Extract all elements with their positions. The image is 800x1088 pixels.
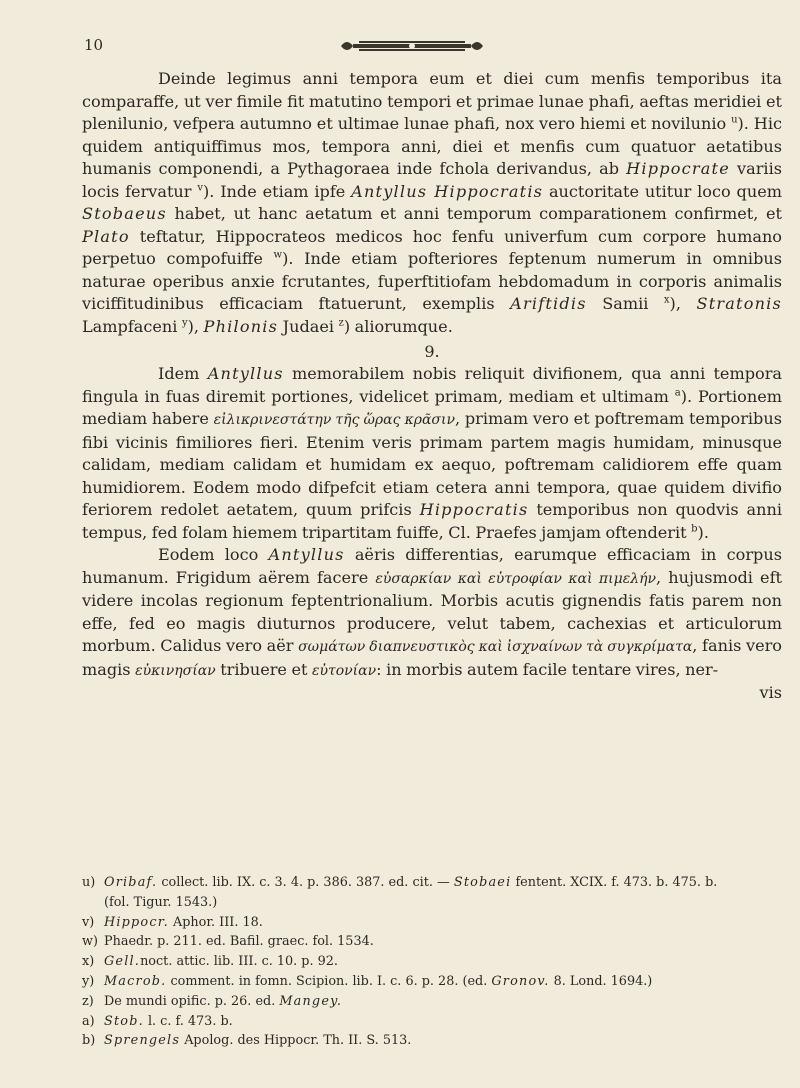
footnote-author: Hippocr.	[104, 914, 169, 930]
footnote	[82, 913, 782, 933]
greek-quote: σωμάτων διαπνευστικὸς καὶ ἰσχναίνων τὰ συγκρίματα	[298, 639, 693, 655]
footnote-marker: u)	[82, 875, 96, 890]
author-name: Philonis	[203, 316, 279, 336]
footnote-text: fentent. XCIX. f. 473. b. 475. b.	[511, 875, 718, 890]
footnote-marker: v)	[82, 914, 95, 930]
footnote-text: Aphor. III. 18.	[168, 914, 263, 930]
text-run: Lampfaceni	[82, 316, 182, 336]
footnote	[82, 992, 782, 1012]
text-run: ),	[187, 316, 204, 336]
footnote-ref: z	[338, 317, 344, 329]
footnote	[82, 1031, 782, 1051]
author-name: Ariftidis	[510, 294, 587, 313]
paragraph-1	[82, 68, 782, 338]
text-run: ) aliorumque.	[343, 316, 453, 336]
text-run: Idem	[158, 364, 208, 383]
header-ornament-icon	[337, 35, 487, 57]
footnote-marker: b)	[82, 1033, 96, 1049]
text-run: teftatur, Hippocrateos medicos hoc fenfu univerfum cum corpore humano perpetuo compofuiffe	[82, 226, 782, 268]
author-name: Antyllus Hippocratis	[351, 181, 544, 201]
footnote-text: noct. attic. lib. III. c. 10. p. 92.	[140, 954, 338, 970]
paragraph-3	[82, 544, 782, 682]
footnote-ref: b	[691, 523, 698, 535]
text-run: memorabilem nobis reliquit divifionem, qua anni tempora fingula in fuas diremit portiones, videlicet primam, mediam et ultimam	[82, 364, 782, 406]
greek-quote: εὐκινησίαν	[135, 662, 216, 679]
footnote-text: 8. Lond. 1694.)	[549, 973, 653, 989]
footnote	[82, 873, 782, 893]
text-run: ). Inde etiam pofteriores feptenum numerum in omnibus naturae operibus anxie fcrutantes, fuperftitiofam hebdomadum in corporis animalis viciffitudinibus efficaciam ftatuerunt, exemplis	[82, 249, 783, 313]
text-run: : in morbis autem facile tentare vires, ner-	[376, 659, 719, 679]
greek-quote: εὐσαρκίαν καὶ εὐτροφίαν καὶ πιμελήν	[375, 570, 656, 587]
text-run: Judaei	[278, 316, 339, 336]
text-run: ). Portionem mediam habere	[82, 386, 782, 428]
footnote-ref: w	[273, 249, 283, 261]
author-name: Stobaeus	[82, 204, 167, 223]
footnote-author: Mangey.	[279, 993, 343, 1009]
text-run: temporibus non quodvis anni tempus, fed folam hiemem tripartitam fuiffe, Cl. Praefes jamjam oftenderit	[82, 500, 782, 542]
text-run: ).	[697, 522, 709, 542]
footnote-ref: x	[663, 294, 670, 306]
footnote-text: comment. in fomn. Scipion. lib. I. c. 6. p. 28. (ed.	[166, 973, 492, 989]
author-name: Hippocratis	[419, 500, 529, 519]
author-name: Antyllus	[268, 545, 345, 564]
footnote-text: Apolog. des Hippocr. Th. II. S. 513.	[180, 1033, 412, 1049]
author-name: Hippocrate	[626, 159, 730, 178]
text-run: aëris differentias, earumque efficaciam in corpus humanum. Frigidum aërem facere	[82, 545, 782, 587]
footnote	[82, 972, 782, 992]
catchword: vis	[759, 683, 782, 702]
footnote-author: Stobaei	[453, 875, 512, 890]
footnote-author: Gronov.	[491, 973, 550, 989]
footnote-author: Oribaf.	[104, 875, 158, 890]
footnote	[82, 893, 782, 913]
text-run: , fanis vero magis	[82, 636, 782, 679]
main-text	[82, 68, 782, 705]
text-run: ). Hic quidem antiquiffimus mos, tempora anni, diei et menfis cum quatuor aetatibus humanis componendi, a Pythagoraea inde fchola derivandus, ab	[82, 114, 783, 178]
footnote	[82, 932, 782, 952]
footnote-ref: y	[181, 317, 188, 329]
page-number: 10	[84, 36, 104, 54]
text-run: variis locis fervatur	[82, 159, 782, 201]
footnote	[82, 1012, 782, 1032]
footnote-marker: a)	[82, 1013, 95, 1029]
footnote-author: Gell.	[104, 954, 141, 970]
footnote-marker: z)	[82, 993, 94, 1009]
footnote-marker: x)	[82, 954, 95, 970]
footnote-text: collect. lib. IX. c. 3. 4. p. 386. 387. ed. cit. —	[157, 875, 454, 890]
footnote-text: (fol. Tigur. 1543.)	[104, 894, 218, 910]
footnote-ref: a	[674, 387, 681, 399]
footnote-text: l. c. f. 473. b.	[143, 1013, 233, 1029]
author-name: Plato	[82, 226, 130, 246]
text-run: auctoritate utitur loco quem	[543, 181, 782, 201]
footnote-ref: u	[731, 114, 738, 126]
text-run: ). Inde etiam ipfe	[202, 181, 352, 201]
text-run: Samii	[586, 294, 664, 313]
paragraph-2	[82, 363, 782, 544]
author-name: Antyllus	[207, 364, 284, 383]
text-run: tribuere et	[215, 659, 312, 679]
footnote	[82, 952, 782, 972]
footnote-author: Stob.	[104, 1013, 144, 1029]
footnote-marker: y)	[82, 973, 95, 989]
footnotes	[82, 873, 782, 1051]
section-number: 9.	[424, 342, 440, 361]
footnote-author: Macrob.	[104, 973, 167, 989]
footnote-marker: w)	[82, 934, 98, 950]
text-run: , primam vero et poftremam temporibus fibi vicinis fimiliores fieri. Etenim veris primam partem magis humidam, minusque calidam, mediam calidam et humidam ex aequo, poftremam calidiorem effe quam humidiorem. Eodem modo difpefcit etiam cetera anni tempora, quae quidem divifio feriorem redolet aetatem, quum prifcis	[82, 409, 782, 519]
greek-quote: εἰλικρινεστάτην τῆς ὥρας κρᾶσιν	[213, 412, 455, 428]
text-run: , hujusmodi eft videre incolas regionum feptentrionalium. Morbis acutis gignendis fatis parem non effe, fed eo magis diuturnos producere, velut tabem, cachexias et articulorum morbum. Calidus vero aër	[82, 567, 782, 655]
footnote-text: Phaedr. p. 211. ed. Bafil. graec. fol. 1534.	[104, 934, 374, 950]
greek-quote: εὐτονίαν	[311, 662, 377, 679]
text-run: Deinde legimus anni tempora eum et diei cum menfis temporibus ita comparaffe, ut ver fimile fit matutino tempori et primae lunae phafi, aeftas meridiei et plenilunio, vefpera autumno et ultimae lunae phafi, nox vero hiemi et novilunio	[82, 69, 782, 133]
footnote-text: De mundi opific. p. 26. ed.	[104, 993, 280, 1009]
text-run: habet, ut hanc aetatum et anni temporum comparationem confirmet, et	[166, 204, 782, 223]
author-name: Stratonis	[696, 294, 782, 313]
text-run: Eodem loco	[158, 545, 269, 564]
footnote-ref: v	[197, 182, 203, 194]
footnote-author: Sprengels	[104, 1033, 181, 1049]
text-run: ),	[669, 294, 697, 313]
